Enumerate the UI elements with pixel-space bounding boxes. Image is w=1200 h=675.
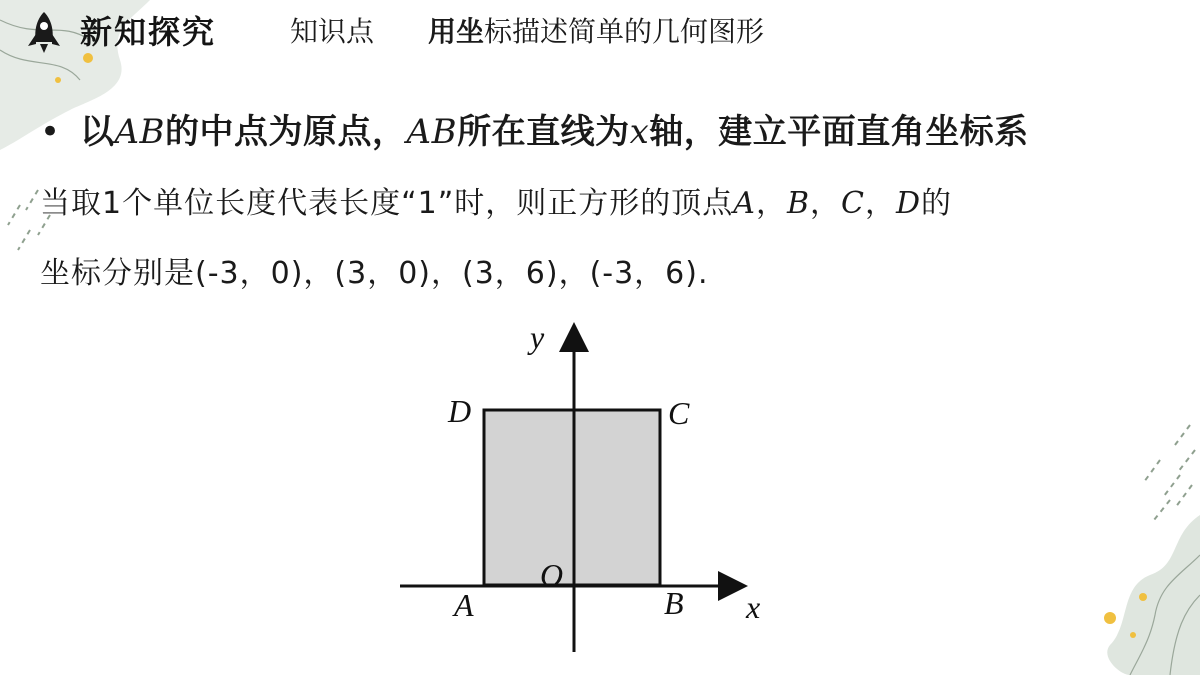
- topic-title-bold: 用坐: [428, 15, 485, 48]
- label-x: x: [746, 589, 761, 625]
- label-y: y: [530, 319, 545, 355]
- bullet-statement: [80, 108, 1029, 156]
- label-o: O: [540, 557, 564, 593]
- paragraph-line-1: [40, 184, 952, 224]
- bullet-seg2: 的中点为原点，: [165, 112, 407, 152]
- topic-title-rest: 标描述简单的几何图形: [484, 15, 765, 48]
- label-c: C: [668, 395, 690, 431]
- para1-seg2: 的: [921, 186, 953, 221]
- vertex-a: A: [733, 186, 756, 221]
- para1-comma-1: ，: [755, 186, 787, 221]
- bullet-ab1: AB: [114, 112, 166, 152]
- right-dashes-decoration: [1120, 420, 1200, 530]
- para1-seg1: 当取1个单位长度代表长度“1”时，则正方形的顶点: [40, 186, 734, 221]
- bullet-seg1: 以: [80, 112, 115, 152]
- square-abcd: [484, 410, 660, 585]
- knowledge-point-label: 知识点: [290, 15, 375, 48]
- bullet-dot: •: [40, 112, 61, 152]
- para1-comma-3: ，: [864, 186, 896, 221]
- label-a: A: [454, 587, 474, 623]
- bullet-seg4: 轴，建立平面直角坐标系: [649, 112, 1029, 152]
- topic-title: [428, 14, 764, 50]
- bottom-right-decoration: [1070, 515, 1200, 675]
- bullet-x: x: [629, 112, 650, 152]
- vertex-c: C: [840, 186, 865, 221]
- para1-comma-2: ，: [809, 186, 841, 221]
- label-b: B: [664, 585, 684, 621]
- bullet-seg3: 所在直线为: [457, 112, 630, 152]
- vertex-d: D: [895, 186, 922, 221]
- rocket-icon: [24, 10, 64, 54]
- bullet-ab2: AB: [406, 112, 458, 152]
- section-title: 新知探究: [80, 13, 217, 51]
- paragraph-line-2: 坐标分别是(-3，0)，(3，0)，(3，6)，(-3，6).: [40, 256, 709, 291]
- slide-header: [0, 0, 1200, 64]
- label-d: D: [448, 393, 472, 429]
- vertex-b: B: [786, 186, 810, 221]
- coordinate-figure: [390, 310, 770, 660]
